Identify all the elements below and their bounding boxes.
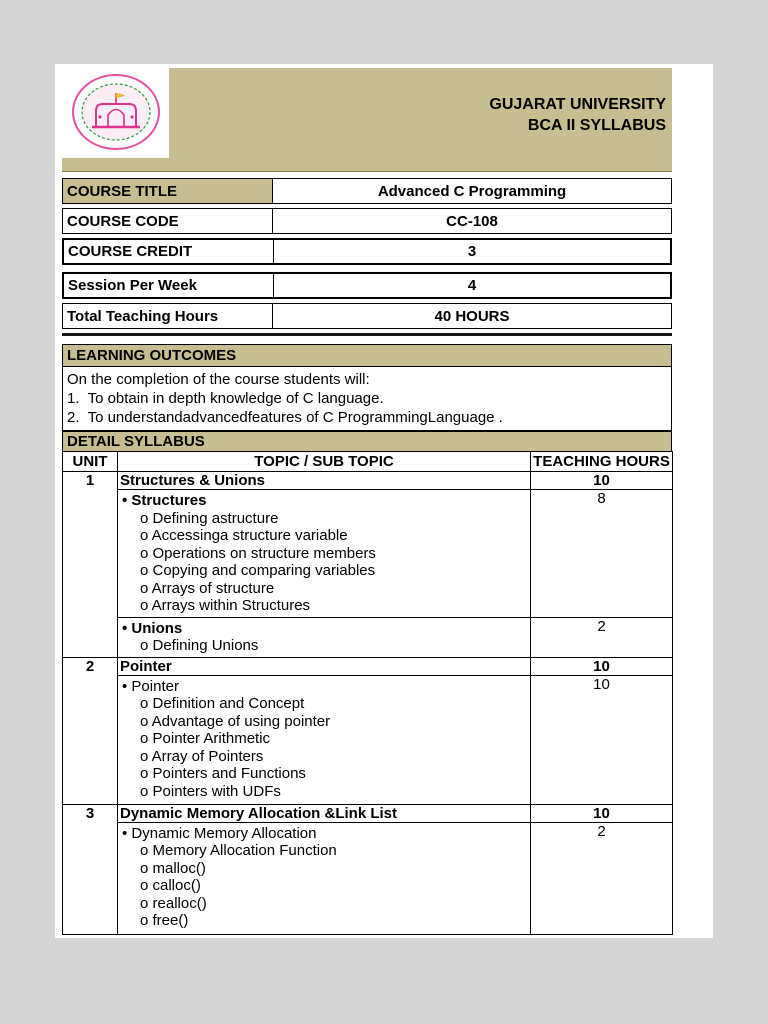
unit2-topic-title: Pointer xyxy=(118,657,531,675)
subtopic-item: o Arrays within Structures xyxy=(140,597,311,614)
unit1-topic-hours: 10 xyxy=(531,472,673,490)
unit3-topic-row xyxy=(63,804,673,822)
subtopic-item: o Arrays of structure xyxy=(140,579,275,597)
subtopic-item: o Copying and comparing variables xyxy=(140,562,376,579)
course-code-value: CC-108 xyxy=(446,212,498,230)
header-title xyxy=(489,94,666,136)
subtopic-item: o free() xyxy=(140,912,189,929)
subtopic-item: o calloc() xyxy=(140,877,201,894)
unit2-topic-hours: 10 xyxy=(531,657,673,675)
subtopic-item: o realloc() xyxy=(140,894,207,912)
session-per-week-label: Session Per Week xyxy=(64,274,274,297)
learning-outcome-1: 1. To obtain in depth knowledge of C language. xyxy=(67,390,384,407)
course-info-table xyxy=(62,178,672,336)
university-logo-emblem xyxy=(70,73,162,153)
unit3-topic-title: Dynamic Memory Allocation &Link List xyxy=(118,804,531,822)
unit3-subsection1-content xyxy=(118,822,531,934)
unit1-subsection2-row xyxy=(63,617,673,657)
unit1-subsection1-content xyxy=(118,490,531,618)
subtopic-item: o Memory Allocation Function xyxy=(140,842,337,859)
learning-outcomes-box xyxy=(62,367,672,431)
unit2-subsection1-row xyxy=(63,675,673,804)
unit2-subsection1-content xyxy=(118,675,531,804)
subtopic-item: o malloc() xyxy=(140,859,206,877)
header-banner xyxy=(62,68,672,172)
session-per-week-row xyxy=(62,272,672,299)
subtopic-item: o Pointers and Functions xyxy=(140,765,306,782)
unit1-topic-row xyxy=(63,472,673,490)
unit1-subsection2-hours: 2 xyxy=(531,617,673,657)
subsection-bullet: • Dynamic Memory Allocation xyxy=(122,824,317,842)
unit2-topic-row xyxy=(63,657,673,675)
subtopic-item: o Operations on structure members xyxy=(140,544,376,562)
syllabus-table xyxy=(62,451,673,935)
unit2-subsection1-hours: 10 xyxy=(531,675,673,804)
unit1-topic-title: Structures & Unions xyxy=(118,472,531,490)
unit2-number: 2 xyxy=(63,657,118,804)
unit1-number: 1 xyxy=(63,472,118,658)
course-code-label: COURSE CODE xyxy=(63,209,273,233)
syllabus-title: BCA II SYLLABUS xyxy=(527,117,666,134)
session-per-week-value: 4 xyxy=(467,277,477,294)
course-title-value: Advanced C Programming xyxy=(377,182,567,200)
total-teaching-hours-value: 40 HOURS xyxy=(434,307,510,325)
unit3-number: 3 xyxy=(63,804,118,934)
subsection-bullet: • Pointer xyxy=(122,677,179,695)
subtopic-item: o Definition and Concept xyxy=(140,695,305,712)
learning-outcomes-heading: LEARNING OUTCOMES xyxy=(62,344,672,367)
unit3-topic-hours: 10 xyxy=(531,804,673,822)
unit1-subsection1-row xyxy=(63,490,673,618)
unit1-subsection2-content xyxy=(118,617,531,657)
column-header-hours: TEACHING HOURS xyxy=(531,452,673,472)
course-title-label: COURSE TITLE xyxy=(63,179,273,203)
learning-outcomes-intro: On the completion of the course students will: xyxy=(67,371,370,388)
university-logo xyxy=(62,68,169,158)
unit3-subsection1-row xyxy=(63,822,673,934)
unit3-subsection1-hours: 2 xyxy=(531,822,673,934)
unit1-subsection1-hours: 8 xyxy=(531,490,673,618)
learning-outcome-2: 2. To understandadvancedfeatures of C ProgrammingLanguage . xyxy=(67,409,503,426)
total-teaching-hours-row xyxy=(62,303,672,329)
subsection-bullet: • Structures xyxy=(122,492,207,509)
detail-syllabus-heading: DETAIL SYLLABUS xyxy=(62,431,672,451)
subtopic-item: o Pointer Arithmetic xyxy=(140,730,271,747)
page-content xyxy=(62,68,672,935)
subtopic-item: o Defining Unions xyxy=(140,637,259,654)
total-teaching-hours-label: Total Teaching Hours xyxy=(63,304,273,328)
subtopic-item: o Array of Pointers xyxy=(140,747,264,765)
course-code-row xyxy=(62,208,672,234)
column-header-unit: UNIT xyxy=(63,452,118,472)
subtopic-item: o Advantage of using pointer xyxy=(140,712,331,730)
course-credit-label: COURSE CREDIT xyxy=(64,240,274,263)
subtopic-item: o Accessinga structure variable xyxy=(140,527,348,544)
syllabus-header-row xyxy=(63,452,673,472)
subtopic-item: o Pointers with UDFs xyxy=(140,782,281,800)
section-divider xyxy=(62,333,672,336)
course-credit-value: 3 xyxy=(467,243,477,260)
university-name: GUJARAT UNIVERSITY xyxy=(489,96,666,113)
subsection-bullet: • Unions xyxy=(122,619,183,637)
document-page xyxy=(55,64,713,938)
course-credit-row xyxy=(62,238,672,265)
subtopic-item: o Defining astructure xyxy=(140,509,279,527)
column-header-topic: TOPIC / SUB TOPIC xyxy=(118,452,531,472)
course-title-row xyxy=(62,178,672,204)
